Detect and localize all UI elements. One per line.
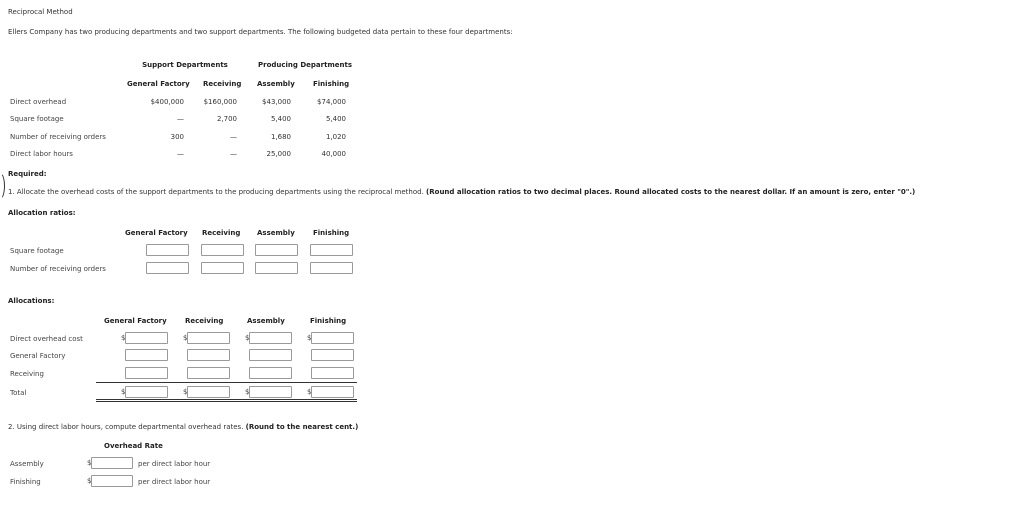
cell: — xyxy=(177,115,184,123)
page-title: Reciprocal Method xyxy=(8,8,73,16)
currency-symbol: $ xyxy=(87,477,92,485)
cell: 2,700 xyxy=(216,115,237,123)
cell: 40,000 xyxy=(321,150,346,158)
alloc-total-receiving-input[interactable] xyxy=(187,386,230,398)
ratio-orders-finishing-input[interactable] xyxy=(310,262,353,274)
currency-symbol: $ xyxy=(245,334,250,342)
ratio-row-square-footage: Square footage xyxy=(10,247,64,255)
cell: 5,400 xyxy=(325,115,346,123)
required-heading: Required: xyxy=(8,170,47,178)
col-finishing: Finishing xyxy=(313,80,350,88)
cell: 25,000 xyxy=(266,150,291,158)
cell: 1,020 xyxy=(325,133,346,141)
ratio-sqft-assembly-input[interactable] xyxy=(255,244,298,256)
col-receiving: Receiving xyxy=(203,80,242,88)
ratio-row-receiving-orders: Number of receiving orders xyxy=(10,265,106,273)
ratio-col-assembly: Assembly xyxy=(257,229,295,237)
alloc-total-assembly-input[interactable] xyxy=(249,386,292,398)
allocations-heading: Allocations: xyxy=(8,297,55,305)
cell: — xyxy=(230,150,237,158)
alloc-gf-general-factory-input[interactable] xyxy=(125,349,168,361)
question-2-text: 2. Using direct labor hours, compute departmental overhead rates. xyxy=(8,423,244,431)
alloc-gf-receiving-input[interactable] xyxy=(187,349,230,361)
alloc-row-general-factory: General Factory xyxy=(10,352,66,360)
question-1 xyxy=(8,188,915,196)
question-2-instruction: (Round to the nearest cent.) xyxy=(245,423,359,431)
alloc-rec-finishing-input[interactable] xyxy=(311,367,354,379)
cell: 300 xyxy=(170,133,184,141)
alloc-direct-finishing-input[interactable] xyxy=(311,332,354,344)
question-1-instruction: (Round allocation ratios to two decimal places. Round allocated costs to the nearest dollar. If an amount is zero, enter "0".) xyxy=(426,188,916,196)
currency-symbol: $ xyxy=(183,334,188,342)
alloc-col-assembly: Assembly xyxy=(247,317,285,325)
left-edge-marker xyxy=(0,172,5,200)
cell: — xyxy=(177,150,184,158)
question-2 xyxy=(8,423,358,431)
alloc-rec-assembly-input[interactable] xyxy=(249,367,292,379)
question-1-text: 1. Allocate the overhead costs of the support departments to the producing departments using the reciprocal method. xyxy=(8,188,424,196)
col-assembly: Assembly xyxy=(257,80,295,88)
row-label-direct-overhead: Direct overhead xyxy=(10,98,67,106)
cell: $74,000 xyxy=(317,98,346,106)
support-departments-header: Support Departments xyxy=(142,61,228,69)
col-general-factory: General Factory xyxy=(127,80,190,88)
alloc-direct-receiving-input[interactable] xyxy=(187,332,230,344)
rate-unit-label: per direct labor hour xyxy=(138,478,211,486)
currency-symbol: $ xyxy=(307,388,312,396)
total-rule-bottom-2 xyxy=(96,401,357,402)
rate-finishing-input[interactable] xyxy=(91,475,133,487)
cell: — xyxy=(230,133,237,141)
alloc-col-receiving: Receiving xyxy=(185,317,224,325)
overhead-rate-header: Overhead Rate xyxy=(104,442,163,450)
cell: $400,000 xyxy=(150,98,184,106)
ratio-col-general-factory: General Factory xyxy=(125,229,188,237)
alloc-gf-finishing-input[interactable] xyxy=(311,349,354,361)
currency-symbol: $ xyxy=(307,334,312,342)
ratio-orders-receiving-input[interactable] xyxy=(201,262,244,274)
currency-symbol: $ xyxy=(87,459,92,467)
rate-assembly-input[interactable] xyxy=(91,457,133,469)
producing-departments-header: Producing Departments xyxy=(258,61,352,69)
total-rule-top xyxy=(96,382,357,383)
alloc-gf-assembly-input[interactable] xyxy=(249,349,292,361)
alloc-row-receiving: Receiving xyxy=(10,370,44,378)
alloc-col-finishing: Finishing xyxy=(310,317,347,325)
cell: 5,400 xyxy=(270,115,291,123)
total-rule-bottom-1 xyxy=(96,399,357,400)
ratio-sqft-finishing-input[interactable] xyxy=(310,244,353,256)
cell: $43,000 xyxy=(262,98,291,106)
ratio-col-receiving: Receiving xyxy=(202,229,241,237)
alloc-row-total: Total xyxy=(10,389,27,397)
row-label-receiving-orders: Number of receiving orders xyxy=(10,133,106,141)
ratio-sqft-general-factory-input[interactable] xyxy=(146,244,189,256)
row-label-square-footage: Square footage xyxy=(10,115,64,123)
alloc-row-direct-overhead: Direct overhead cost xyxy=(10,335,83,343)
alloc-direct-general-factory-input[interactable] xyxy=(125,332,168,344)
rate-row-assembly: Assembly xyxy=(10,460,44,468)
alloc-col-general-factory: General Factory xyxy=(104,317,167,325)
rate-row-finishing: Finishing xyxy=(10,478,41,486)
cell: 1,680 xyxy=(270,133,291,141)
cell: $160,000 xyxy=(203,98,237,106)
alloc-total-finishing-input[interactable] xyxy=(311,386,354,398)
currency-symbol: $ xyxy=(183,388,188,396)
ratio-orders-assembly-input[interactable] xyxy=(255,262,298,274)
intro-text: Ellers Company has two producing departments and two support departments. The following budgeted data pertain to these four departments: xyxy=(8,28,513,36)
currency-symbol: $ xyxy=(121,388,126,396)
alloc-direct-assembly-input[interactable] xyxy=(249,332,292,344)
row-label-direct-labor-hours: Direct labor hours xyxy=(10,150,73,158)
ratio-sqft-receiving-input[interactable] xyxy=(201,244,244,256)
currency-symbol: $ xyxy=(245,388,250,396)
ratio-col-finishing: Finishing xyxy=(313,229,350,237)
currency-symbol: $ xyxy=(121,334,126,342)
allocation-ratios-heading: Allocation ratios: xyxy=(8,209,76,217)
ratio-orders-general-factory-input[interactable] xyxy=(146,262,189,274)
alloc-rec-general-factory-input[interactable] xyxy=(125,367,168,379)
alloc-rec-receiving-input[interactable] xyxy=(187,367,230,379)
rate-unit-label: per direct labor hour xyxy=(138,460,211,468)
alloc-total-general-factory-input[interactable] xyxy=(125,386,168,398)
